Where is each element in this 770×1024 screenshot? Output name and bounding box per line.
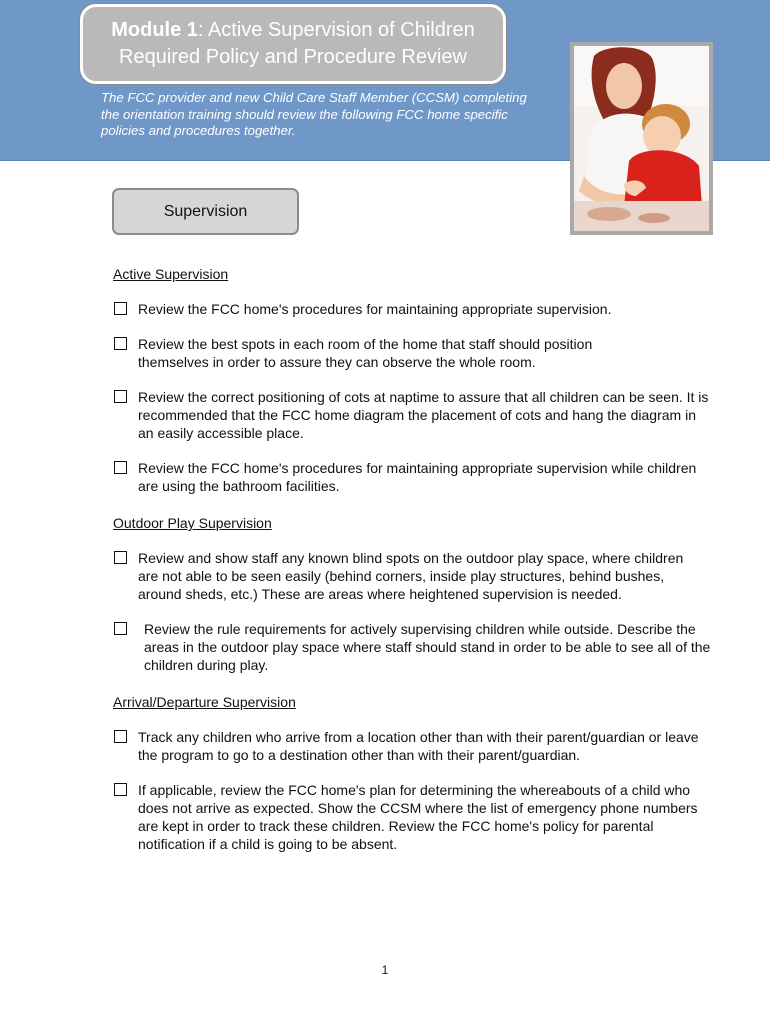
checklist-item — [113, 459, 713, 495]
checklist-item — [113, 388, 713, 442]
checklist-item-text: Review the best spots in each room of the home that staff should position themselves in order to assure they can observe the whole room. — [138, 336, 593, 370]
checkbox[interactable] — [114, 730, 127, 743]
checklist-item — [113, 781, 713, 853]
checklist-item — [113, 728, 713, 764]
photo-frame — [570, 42, 713, 235]
module-title: : Active Supervision of Children — [197, 19, 475, 41]
checklist-item-text: Review and show staff any known blind spots on the outdoor play space, where children are not able to be seen easily (behind corners, inside play structures, behind bushes, around sheds, etc.) These are areas where heightened supervision is needed. — [138, 550, 684, 602]
checklist-item-text: Track any children who arrive from a location other than with their parent/guardian or leave the program to go to a destination other than with their parent/guardian. — [138, 729, 699, 763]
page-number: 1 — [381, 963, 389, 977]
checklist-content — [113, 265, 713, 853]
checkbox[interactable] — [114, 302, 127, 315]
checklist-item-text: Review the FCC home's procedures for maintaining appropriate supervision. — [138, 301, 612, 317]
module-label: Module 1 — [111, 19, 198, 41]
checkbox[interactable] — [114, 461, 127, 474]
intro-text: The FCC provider and new Child Care Staff Member (CCSM) completing the orientation training should review the following FCC home specific policies and procedures together. — [101, 90, 527, 138]
checkbox[interactable] — [114, 390, 127, 403]
checklist-item-text: Review the rule requirements for actively supervising children while outside. Describe the areas in the outdoor play space where staff should stand in order to be able to see all of the children during play. — [144, 621, 711, 673]
section-heading-active: Active Supervision — [113, 266, 229, 282]
checklist-item-text: Review the FCC home's procedures for maintaining appropriate supervision while children are using the bathroom facilities. — [138, 460, 697, 494]
title-line-2: Required Policy and Procedure Review — [119, 46, 467, 68]
checkbox[interactable] — [114, 622, 127, 635]
section-heading-outdoor: Outdoor Play Supervision — [113, 515, 272, 531]
checklist-item — [113, 335, 658, 371]
section-heading-arrival: Arrival/Departure Supervision — [113, 694, 296, 710]
checkbox[interactable] — [114, 337, 127, 350]
checklist-item — [113, 300, 713, 318]
checkbox[interactable] — [114, 783, 127, 796]
checklist-item — [113, 620, 719, 674]
checklist-item-text: Review the correct positioning of cots at naptime to assure that all children can be seen. It is recommended that the FCC home diagram the placement of cots and hang the diagram in an easily accessible place. — [138, 389, 709, 441]
checkbox[interactable] — [114, 551, 127, 564]
caregiver-child-photo — [574, 46, 709, 231]
title-line-1 — [83, 17, 503, 44]
checklist-item — [113, 549, 698, 603]
section-title-box: Supervision — [112, 188, 299, 235]
checklist-item-text: If applicable, review the FCC home's plan for determining the whereabouts of a child who does not arrive as expected. Show the CCSM where the list of emergency phone numbers are kept in order to track these children. Review the FCC home's policy for parental notification if a child is going to be absent. — [138, 782, 698, 852]
module-title-box — [80, 4, 506, 84]
